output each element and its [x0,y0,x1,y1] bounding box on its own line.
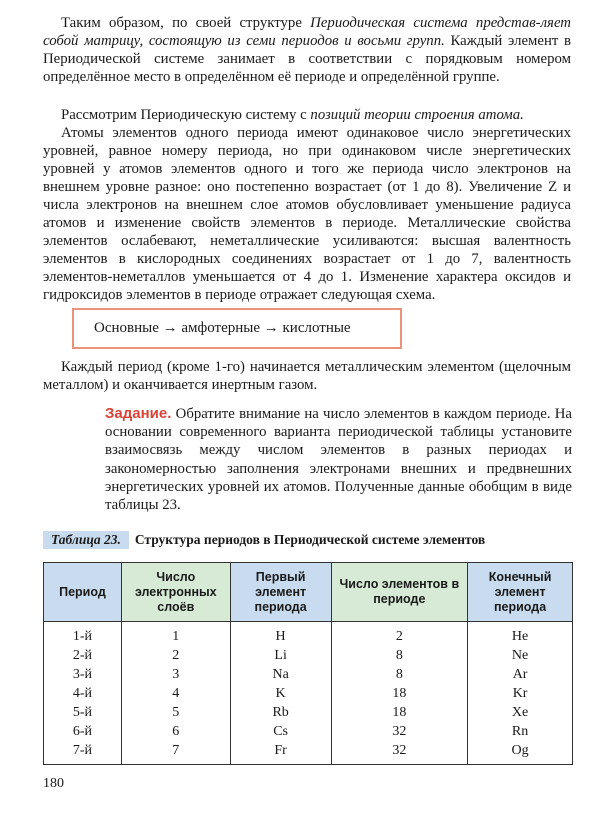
cell-last: Xe [468,703,573,722]
cell-period: 3-й [44,665,122,684]
table-row [44,741,573,765]
header-first-element: Первый элемент периода [230,563,331,622]
cell-first: H [230,622,331,647]
cell-count: 8 [331,646,468,665]
cell-layers: 3 [121,665,230,684]
cell-count: 18 [331,703,468,722]
cell-first: Cs [230,722,331,741]
cell-first: Li [230,646,331,665]
cell-period: 6-й [44,722,122,741]
table-row [44,703,573,722]
table-caption-tag: Таблица 23. [43,531,129,549]
task-label: Задание. [105,405,172,422]
table-row [44,684,573,703]
cell-period: 4-й [44,684,122,703]
cell-first: Fr [230,741,331,765]
page-number: 180 [43,776,64,791]
paragraph-periodic-matrix [43,14,571,86]
cell-layers: 2 [121,646,230,665]
cell-period: 7-й [44,741,122,765]
paragraph-atomic-theory [43,106,571,124]
header-electron-layers: Число электронных слоёв [121,563,230,622]
table-row [44,646,573,665]
cell-period: 2-й [44,646,122,665]
table-row [44,722,573,741]
task-text: Обратите внимание на число элементов в каждом периоде. На основании современного варианта периодической таблицы установите взаимосвязь между числом элементов в разных периодах и закономерностью заполнения электронами внешних и предвнешних энергетических уровней их атомов. Полученные данные обобщим в виде таблицы 23. [105,406,572,514]
task-block [105,405,572,514]
p2-lead: Рассмотрим Периодическую систему с [61,107,311,123]
cell-last: He [468,622,573,647]
cell-layers: 1 [121,622,230,647]
cell-count: 32 [331,741,468,765]
cell-layers: 5 [121,703,230,722]
cell-first: K [230,684,331,703]
cell-last: Kr [468,684,573,703]
cell-first: Na [230,665,331,684]
p1-rest: Каждый элемент в Периодической системе занимает в соответствии с порядковым номером определённое место в определённом её периоде и определённой группе. [43,33,571,85]
p1-italic-b: ляет собой матрицу, состоящую из семи периодов и восьми групп. [43,15,571,49]
table-row [44,665,573,684]
oxide-scheme-text: Основные → амфотерные → кислотные [94,320,351,336]
cell-first: Rb [230,703,331,722]
paragraph-period-start-end: Каждый период (кроме 1-го) начинается металлическим элементом (щелочным металлом) и оканчивается инертным газом. [43,359,571,393]
p1-italic-a: Периодическая система представ- [310,15,541,31]
table-header-row [44,563,573,622]
header-period: Период [44,563,122,622]
cell-count: 32 [331,722,468,741]
paragraph-atoms-period: Атомы элементов одного периода имеют одинаковое число энергетических уровней, равное номеру периода, но при одинаковом числе энергетических уровней у атомов элементов одного и того же периода число электронов на внешнем уровне разное: оно постепенно возрастает (от 1 до 8). Увеличение Z и числа электронов на внешнем слое атомов обусловливает уменьшение радиуса атомов и изменение свойств элементов в периоде. Металлические свойства элементов ослабевают, неметаллические усиливаются: высшая валентность элементов в кислородных соединениях возрастает от 1 до 7, валентность элементов-неметаллов уменьшается от 4 до 1. Изменение характера оксидов и гидроксидов элементов в периоде отражает следующая схема. [43,125,571,303]
periods-table [43,562,573,765]
cell-count: 18 [331,684,468,703]
cell-layers: 4 [121,684,230,703]
cell-last: Ne [468,646,573,665]
table-caption [43,530,573,550]
p1-lead: Таким образом, по своей структуре [61,15,311,31]
cell-last: Ar [468,665,573,684]
cell-layers: 6 [121,722,230,741]
table-row [44,622,573,647]
table-caption-title: Структура периодов в Периодической системе элементов [134,532,486,547]
header-element-count: Число элементов в периоде [331,563,468,622]
cell-last: Og [468,741,573,765]
cell-period: 5-й [44,703,122,722]
cell-layers: 7 [121,741,230,765]
oxide-scheme-box [72,308,402,349]
cell-count: 8 [331,665,468,684]
cell-count: 2 [331,622,468,647]
cell-period: 1-й [44,622,122,647]
p2-italic: позиций теории строения атома. [310,107,524,123]
header-last-element: Конечный элемент периода [468,563,573,622]
cell-last: Rn [468,722,573,741]
